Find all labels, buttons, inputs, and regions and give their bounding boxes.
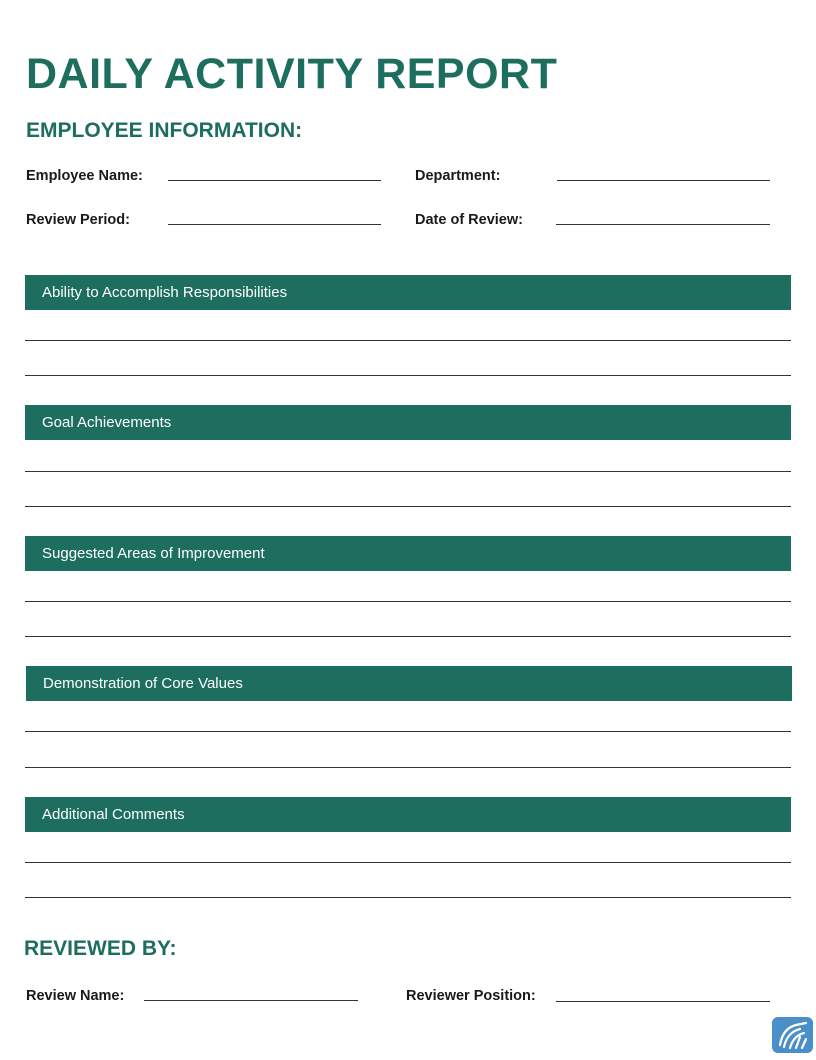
writing-line[interactable] — [25, 340, 791, 341]
reviewer-position-field[interactable] — [556, 1001, 770, 1002]
writing-line[interactable] — [25, 375, 791, 376]
section-band-core-values: Demonstration of Core Values — [26, 666, 792, 701]
date-of-review-label: Date of Review: — [415, 212, 523, 228]
employee-name-field[interactable] — [168, 180, 381, 181]
reviewer-position-label: Reviewer Position: — [406, 988, 536, 1004]
department-field[interactable] — [557, 180, 770, 181]
date-of-review-field[interactable] — [556, 224, 770, 225]
writing-line[interactable] — [25, 767, 791, 768]
writing-line[interactable] — [25, 636, 791, 637]
page-title: DAILY ACTIVITY REPORT — [26, 50, 558, 98]
writing-line[interactable] — [25, 601, 791, 602]
writing-line[interactable] — [25, 506, 791, 507]
writing-line[interactable] — [25, 862, 791, 863]
writing-line[interactable] — [25, 731, 791, 732]
reviewed-by-heading: REVIEWED BY: — [24, 937, 177, 960]
section-band-goal-achievements: Goal Achievements — [25, 405, 791, 440]
review-period-field[interactable] — [168, 224, 381, 225]
writing-line[interactable] — [25, 471, 791, 472]
section-band-responsibilities: Ability to Accomplish Responsibilities — [25, 275, 791, 310]
review-name-field[interactable] — [144, 1000, 358, 1001]
section-band-improvement: Suggested Areas of Improvement — [25, 536, 791, 571]
brand-logo-icon — [770, 1015, 815, 1055]
writing-line[interactable] — [25, 897, 791, 898]
review-period-label: Review Period: — [26, 212, 130, 228]
employee-info-heading: EMPLOYEE INFORMATION: — [26, 119, 303, 142]
section-band-additional-comments: Additional Comments — [25, 797, 791, 832]
employee-name-label: Employee Name: — [26, 168, 143, 184]
department-label: Department: — [415, 168, 501, 184]
review-name-label: Review Name: — [26, 988, 125, 1004]
